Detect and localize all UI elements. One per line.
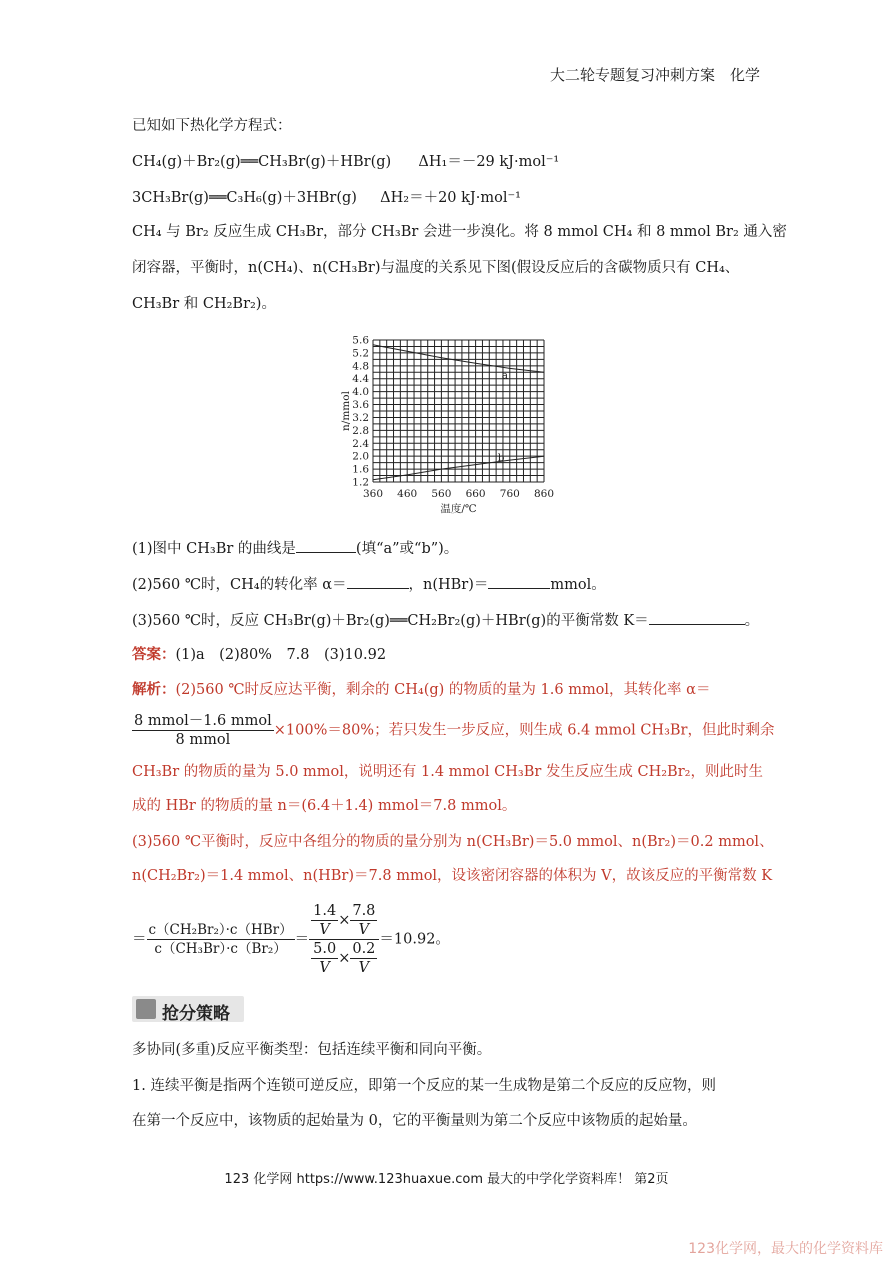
k-concentration-fraction: [147, 921, 295, 958]
k-value-numerator: [309, 902, 379, 940]
analysis-text-2: ×100%＝80%；若只发生一步反应，则生成 6.4 mmol CH₃Br，但此时剩余: [273, 722, 775, 739]
chart-y-axis-label: n/mmol: [340, 391, 352, 431]
y-tick-label: 2.4: [352, 437, 369, 450]
k-frac-1-den: V: [319, 922, 330, 938]
x-tick-label: 460: [397, 488, 418, 500]
y-tick-label: 3.6: [352, 399, 369, 412]
question-2-unit: mmol。: [550, 577, 606, 593]
watermark-text: 123化学网，最大的化学资料库: [688, 1241, 883, 1257]
paragraph-line-3: CH₃Br 和 CH₂Br₂)。: [132, 296, 276, 312]
strategy-icon: [136, 999, 156, 1019]
analysis-line-2: [132, 712, 774, 749]
temperature-chart: [330, 330, 570, 520]
equation-2-body: 3CH₃Br(g)══C₃H₆(g)＋3HBr(g): [132, 190, 357, 206]
y-tick-label: 3.2: [352, 411, 369, 424]
answer-blank-1[interactable]: [296, 538, 356, 553]
chart-grid: [373, 340, 544, 482]
strategy-paragraph-1: 多协同(多重)反应平衡类型：包括连续平衡和同向平衡。: [132, 1042, 492, 1058]
intro-text: 已知如下热化学方程式：: [132, 118, 292, 134]
y-tick-label: 4.4: [352, 373, 369, 386]
k-frac-3: [311, 940, 338, 977]
k-frac-4: [350, 940, 377, 977]
equation-2: [132, 188, 521, 208]
conversion-denominator: 8 mmol: [175, 732, 231, 748]
strategy-paragraph-3: 在第一个反应中，该物质的起始量为 0，它的平衡量则为第二个反应中该物质的起始量。: [132, 1113, 697, 1129]
chart-y-ticks: [352, 335, 369, 489]
equation-1: [132, 152, 559, 172]
k-expression: [132, 902, 450, 977]
analysis-line-1: [132, 680, 710, 700]
question-2-text: (2)560 ℃时，CH₄的转化率 α＝: [132, 577, 347, 593]
answer-blank-2a[interactable]: [347, 574, 409, 589]
paragraph-line-1: CH₄ 与 Br₂ 反应生成 CH₃Br，部分 CH₃Br 会进一步溴化。将 8 mmol CH₄ 和 8 mmol Br₂ 通入密: [132, 224, 787, 240]
k-value-fraction: [309, 902, 379, 977]
k-result: ＝10.92。: [379, 931, 450, 948]
k-frac-1: [311, 902, 338, 939]
k-frac-4-num: 0.2: [352, 941, 376, 957]
x-tick-label: 360: [362, 488, 384, 500]
analysis-line-5: (3)560 ℃平衡时，反应中各组分的物质的量分别为 n(CH₃Br)＝5.0 mmol、n(Br₂)＝0.2 mmol、: [132, 834, 774, 850]
y-tick-label: 5.6: [352, 334, 369, 347]
x-tick-label: 560: [431, 488, 452, 500]
page-footer: 123 化学网 https://www.123huaxue.com 最大的中学化学资料库！ 第2页: [224, 1172, 669, 1187]
k-equals: ＝: [132, 931, 147, 948]
question-2-mid: ，n(HBr)＝: [408, 577, 489, 593]
y-tick-label: 2.8: [352, 424, 369, 437]
strategy-heading: [132, 996, 244, 1022]
answer-line: [132, 645, 386, 665]
x-tick-label: 860: [533, 488, 555, 500]
k-denominator: c（CH₃Br）·c（Br₂）: [154, 941, 287, 957]
k-numerator: c（CH₂Br₂）·c（HBr）: [148, 922, 293, 938]
k-times-2: ×: [338, 950, 351, 967]
question-3-text: (3)560 ℃时，反应 CH₃Br(g)＋Br₂(g)══CH₂Br₂(g)＋HBr(g)的平衡常数 K＝: [132, 613, 649, 629]
conversion-fraction: [132, 712, 274, 749]
y-tick-label: 1.2: [352, 476, 369, 489]
k-frac-2-num: 7.8: [352, 903, 376, 919]
k-times-1: ×: [338, 912, 351, 929]
answer-blank-3[interactable]: [649, 610, 745, 625]
chart-x-ticks: [363, 488, 554, 500]
question-1: [132, 538, 458, 559]
k-frac-2-den: V: [358, 922, 370, 938]
question-1-text: (1)图中 CH₃Br 的曲线是: [132, 541, 296, 557]
series-b-line: [373, 456, 544, 480]
question-1-hint: (填“a”或“b”)。: [355, 541, 459, 557]
y-tick-label: 4.0: [352, 386, 369, 399]
series-a-line: [373, 345, 544, 373]
k-frac-4-den: V: [358, 960, 370, 976]
k-equals-2: ＝: [294, 931, 310, 948]
equation-2-enthalpy: ΔH₂＝＋20 kJ·mol⁻¹: [380, 190, 521, 206]
strategy-label: 抢分策略: [162, 1004, 230, 1024]
x-tick-label: 760: [499, 488, 520, 500]
equation-1-enthalpy: ΔH₁＝－29 kJ·mol⁻¹: [418, 154, 560, 170]
answer-label: 答案：: [132, 646, 176, 663]
paragraph-line-2: 闭容器，平衡时，n(CH₄)、n(CH₃Br)与温度的关系见下图(假设反应后的含碳物质只有 CH₄、: [132, 260, 740, 276]
question-3: [132, 610, 759, 631]
k-frac-1-num: 1.4: [313, 903, 337, 919]
answer-text: (1)a (2)80% 7.8 (3)10.92: [175, 647, 387, 663]
y-tick-label: 2.0: [352, 450, 369, 463]
page-header-title: 大二轮专题复习冲刺方案 化学: [549, 66, 760, 84]
k-frac-3-num: 5.0: [313, 941, 337, 957]
y-tick-label: 5.2: [352, 347, 369, 360]
answer-blank-2b[interactable]: [488, 574, 550, 589]
x-tick-label: 660: [465, 488, 486, 500]
analysis-line-3: CH₃Br 的物质的量为 5.0 mmol，说明还有 1.4 mmol CH₃Br 发生反应生成 CH₂Br₂，则此时生: [132, 764, 763, 780]
analysis-text-1: (2)560 ℃时反应达平衡，剩余的 CH₄(g) 的物质的量为 1.6 mmol，其转化率 α＝: [175, 682, 711, 698]
equation-1-body: CH₄(g)＋Br₂(g)══CH₃Br(g)＋HBr(g): [132, 154, 392, 170]
series-a-label: a: [501, 369, 509, 382]
k-frac-3-den: V: [319, 960, 330, 976]
y-tick-label: 1.6: [352, 463, 369, 476]
analysis-label: 解析：: [132, 681, 176, 698]
strategy-paragraph-2: 1. 连续平衡是指两个连锁可逆反应，即第一个反应的某一生成物是第二个反应的反应物，则: [132, 1078, 716, 1094]
series-b-label: b: [497, 452, 505, 465]
question-3-end: 。: [744, 613, 760, 629]
y-tick-label: 4.8: [352, 360, 369, 373]
k-frac-2: [350, 902, 377, 939]
conversion-numerator: 8 mmol－1.6 mmol: [134, 713, 272, 729]
chart-x-axis-label: 温度/℃: [440, 503, 477, 515]
k-value-denominator: [309, 940, 379, 977]
analysis-line-6: n(CH₂Br₂)＝1.4 mmol、n(HBr)＝7.8 mmol，设该密闭容器的体积为 V，故该反应的平衡常数 K: [132, 868, 773, 884]
analysis-line-4: 成的 HBr 的物质的量 n＝(6.4＋1.4) mmol＝7.8 mmol。: [132, 798, 517, 814]
question-2: [132, 574, 606, 595]
